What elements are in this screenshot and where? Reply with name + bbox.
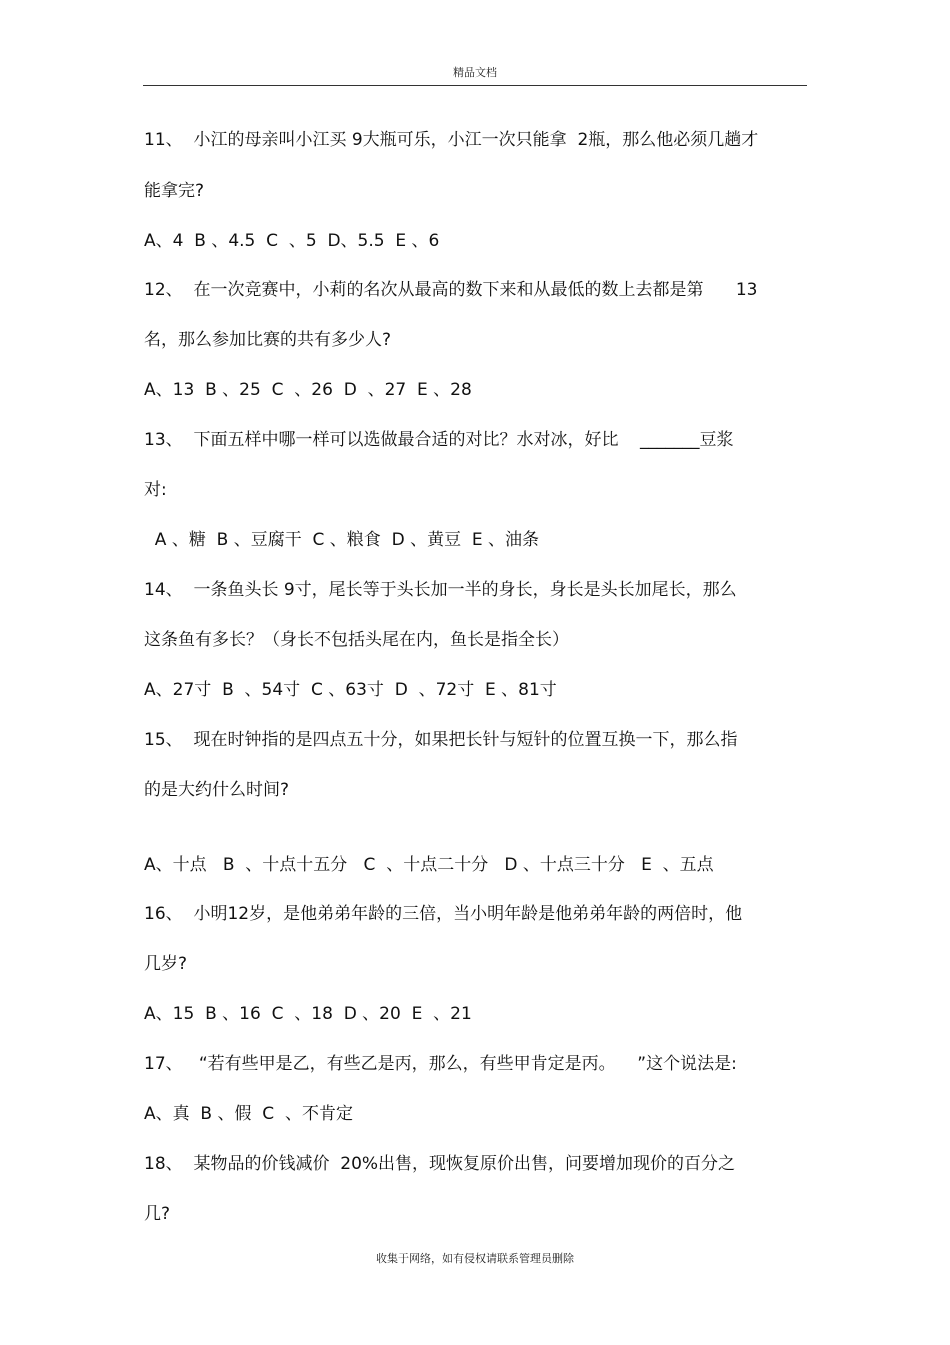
- text-line: A、4 B 、4.5 C 、5 D、5.5 E 、6: [144, 231, 440, 251]
- text-line: 14、 一条鱼头长 9寸，尾长等于头长加一半的身长，身长是头长加尾长，那么: [144, 580, 737, 600]
- text-line: 能拿完?: [144, 181, 205, 201]
- text-line: 13、 下面五样中哪一样可以选做最合适的对比？水对冰，好比 _______豆浆: [144, 430, 734, 450]
- text-line: 17、 “若有些甲是乙，有些乙是丙，那么，有些甲肯定是丙。 ”这个说法是:: [144, 1054, 737, 1074]
- text-line: 16、 小明12岁，是他弟弟年龄的三倍，当小明年龄是他弟弟年龄的两倍时，他: [144, 904, 743, 924]
- header-rule: [143, 85, 807, 86]
- text-line: A、真 B 、假 C 、不肯定: [144, 1104, 353, 1124]
- page-footer: 收集于网络，如有侵权请联系管理员删除: [376, 1252, 574, 1265]
- text-line: A、27寸 B 、54寸 C 、63寸 D 、72寸 E 、81寸: [144, 680, 557, 700]
- text-line: 几岁?: [144, 954, 188, 974]
- text-line: 对:: [144, 480, 167, 500]
- page-header: 精品文档: [453, 66, 497, 79]
- text-line: 的是大约什么时间?: [144, 780, 290, 800]
- text-line: A、十点 B 、十点十五分 C 、十点二十分 D 、十点三十分 E 、五点: [144, 855, 714, 875]
- text-line: A 、糖 B 、豆腐干 C 、粮食 D 、黄豆 E 、油条: [144, 530, 540, 550]
- text-line: 15、 现在时钟指的是四点五十分，如果把长针与短针的位置互换一下，那么指: [144, 730, 738, 750]
- text-line: 这条鱼有多长？（身长不包括头尾在内，鱼长是指全长）: [144, 630, 569, 650]
- text-line: 几?: [144, 1204, 171, 1224]
- text-line: 11、 小江的母亲叫小江买 9大瓶可乐，小江一次只能拿 2瓶，那么他必须几趟才: [144, 130, 759, 150]
- text-line: A、15 B 、16 C 、18 D 、20 E 、21: [144, 1004, 472, 1024]
- text-line: 12、 在一次竞赛中，小莉的名次从最高的数下来和从最低的数上去都是第 13: [144, 280, 758, 300]
- text-line: 18、 某物品的价钱减价 20%出售，现恢复原价出售，问要增加现价的百分之: [144, 1154, 736, 1174]
- text-line: 名，那么参加比赛的共有多少人?: [144, 330, 392, 350]
- text-line: A、13 B 、25 C 、26 D 、27 E 、28: [144, 380, 472, 400]
